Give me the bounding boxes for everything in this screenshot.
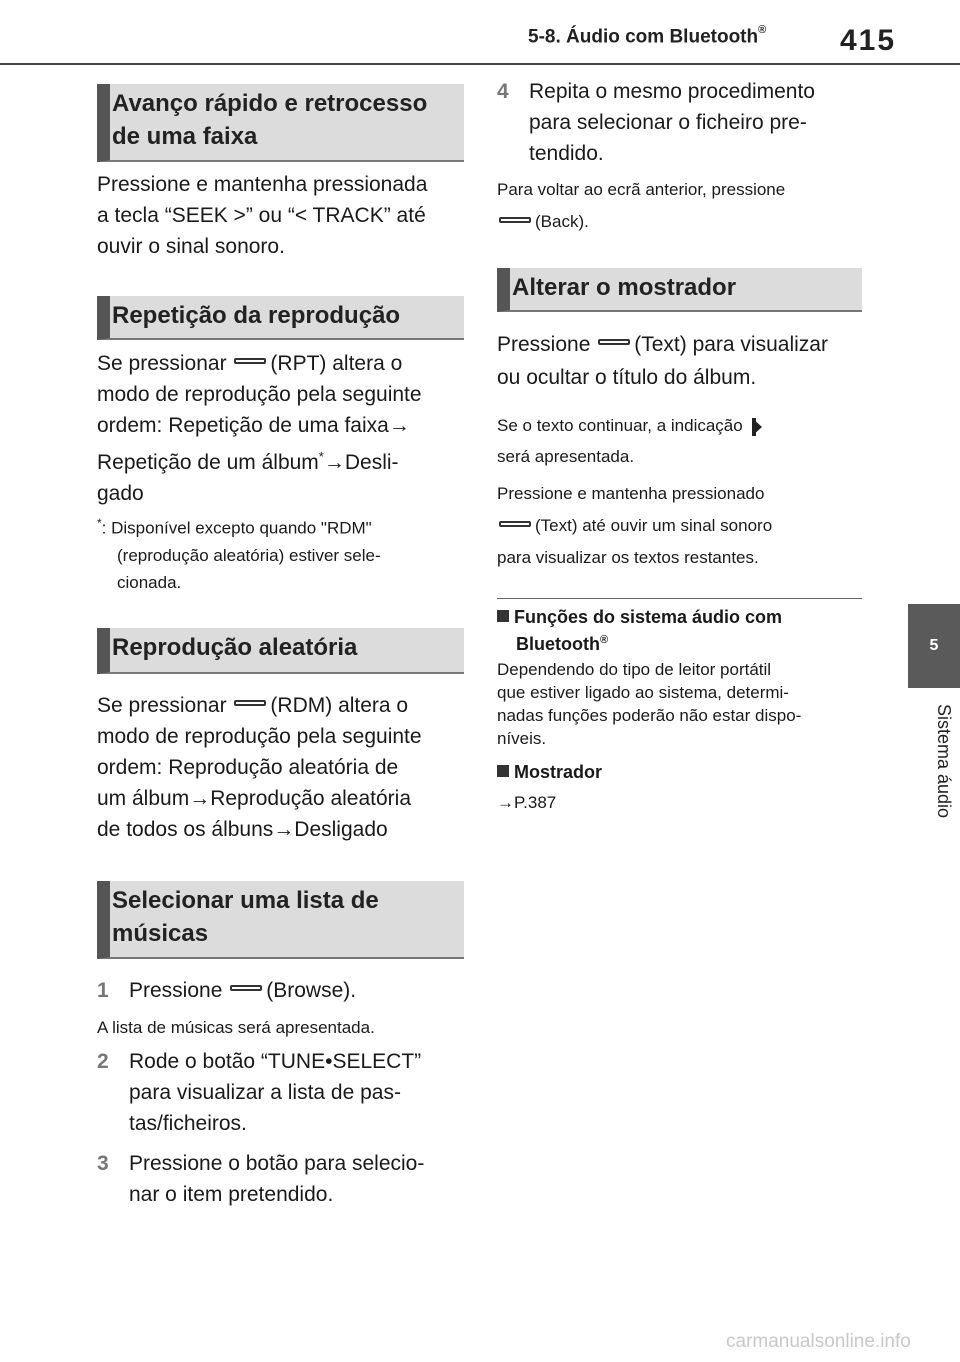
header-divider: [0, 63, 960, 65]
step-1: [97, 975, 467, 1006]
chapter-tab-label: Sistema áudio: [934, 704, 954, 819]
heading-line: Avanço rápido e retrocesso: [112, 90, 428, 117]
chapter-tab[interactable]: 5: [908, 604, 960, 688]
page-number: 415: [840, 24, 897, 57]
rpt-button-icon: [234, 358, 266, 364]
text-line: modo de reprodução pela seguinte: [97, 383, 422, 406]
text-line: ou ocultar o título do álbum.: [497, 366, 757, 389]
random-body: [97, 690, 467, 845]
text-line: de todos os álbuns→Desligado: [97, 818, 388, 841]
heading-line: Alterar o mostrador: [512, 274, 737, 301]
heading-line: Selecionar uma lista de: [112, 887, 379, 914]
text-line: Se pressionar (RDM) altera o: [97, 694, 409, 717]
text-line: a tecla “SEEK >” ou “< TRACK” até: [97, 204, 426, 227]
back-button-icon: [499, 217, 531, 223]
rdm-button-icon: [234, 700, 266, 706]
step-2: [97, 1046, 467, 1139]
subheading-display-ref: Mostrador: [497, 761, 867, 784]
text-line: Funções do sistema áudio com: [497, 606, 867, 629]
text-line: Repetição de um álbum*→Desli-: [97, 449, 399, 474]
display-note-1: [497, 410, 867, 472]
display-note-2: [497, 478, 867, 574]
chapter-title: 5-8. Áudio com Bluetooth®: [528, 24, 767, 48]
text-button-icon: [499, 521, 531, 527]
text-line: Pressione e mantenha pressionado: [497, 484, 765, 503]
text-line: (Text) até ouvir um sinal sonoro: [497, 510, 867, 542]
text-line: um álbum→Reprodução aleatória: [97, 787, 412, 810]
text-line: para visualizar os textos restantes.: [497, 548, 759, 567]
subheading-functions: [497, 606, 867, 656]
text-line: Pressione e mantenha pressionada: [97, 173, 428, 196]
repeat-body: [97, 348, 467, 509]
text-line: (Back).: [497, 208, 867, 235]
text-line: Dependendo do tipo de leitor portátil: [497, 660, 772, 679]
step-text: Rode o botão “TUNE•SELECT” para visualizar a lista de pas- tas/ficheiros.: [129, 1050, 422, 1135]
continue-indicator-icon: [749, 416, 765, 438]
heading-line: de uma faixa: [112, 123, 258, 150]
text-line: Para voltar ao ecrã anterior, pressione: [497, 180, 786, 199]
registered-mark: ®: [758, 24, 767, 36]
text-line: (reprodução aleatória) estiver sele-: [117, 545, 381, 565]
text-line: que estiver ligado ao sistema, determi-: [497, 683, 789, 702]
repeat-footnote: [97, 510, 467, 596]
step-1-note: A lista de músicas será apresentada.: [97, 1018, 375, 1037]
section-divider: [497, 598, 862, 599]
heading-line: músicas: [112, 920, 209, 947]
text-button-icon: [598, 339, 630, 345]
text-line: Pressione (Text) para visualizar: [497, 333, 828, 356]
functions-body: [497, 658, 867, 750]
text-line: gado: [97, 482, 144, 505]
text-line: ouvir o sinal sonoro.: [97, 235, 285, 258]
text-line: Se o texto continuar, a indicação: [497, 410, 867, 441]
step-text: Pressione (Browse).: [129, 979, 357, 1002]
text-line: cionada.: [117, 572, 182, 592]
text-line: Se pressionar (RPT) altera o: [97, 352, 403, 375]
section-heading-display: [497, 268, 862, 312]
text-line: *: Disponível excepto quando "RDM": [97, 516, 372, 538]
text-line: ordem: Reprodução aleatória de: [97, 756, 399, 779]
step-text: Pressione o botão para selecio- nar o item pretendido.: [129, 1152, 425, 1206]
section-heading-select-list: [97, 881, 464, 959]
footer-watermark: carmanualsonline.info: [726, 1331, 911, 1352]
square-bullet-icon: [497, 765, 509, 777]
step-number: 2: [97, 1050, 109, 1073]
back-note: [497, 176, 867, 235]
section-heading-random: [97, 628, 464, 674]
square-bullet-icon: [497, 610, 509, 622]
text-line: nadas funções poderão não estar dispo-: [497, 706, 802, 725]
text-line: ordem: Repetição de uma faixa→: [97, 414, 410, 437]
text-line: será apresentada.: [497, 447, 635, 466]
step-4: [497, 76, 867, 169]
step-3: [97, 1148, 467, 1210]
page-reference-link[interactable]: →P.387: [497, 793, 557, 812]
fast-forward-body: [97, 169, 467, 262]
browse-button-icon: [230, 985, 262, 991]
step-number: 3: [97, 1152, 109, 1175]
text-line: Bluetooth®: [516, 634, 609, 654]
text-line: níveis.: [497, 729, 547, 748]
display-body: [497, 328, 867, 394]
step-number: 4: [497, 80, 509, 103]
step-text: Repita o mesmo procedimento para selecionar o ficheiro pre- tendido.: [529, 80, 815, 165]
step-number: 1: [97, 979, 109, 1002]
heading-line: Repetição da reprodução: [112, 302, 401, 329]
heading-line: Reprodução aleatória: [112, 634, 358, 661]
section-heading-repeat: [97, 296, 464, 340]
section-heading-fast-forward: [97, 84, 464, 162]
text-line: modo de reprodução pela seguinte: [97, 725, 422, 748]
